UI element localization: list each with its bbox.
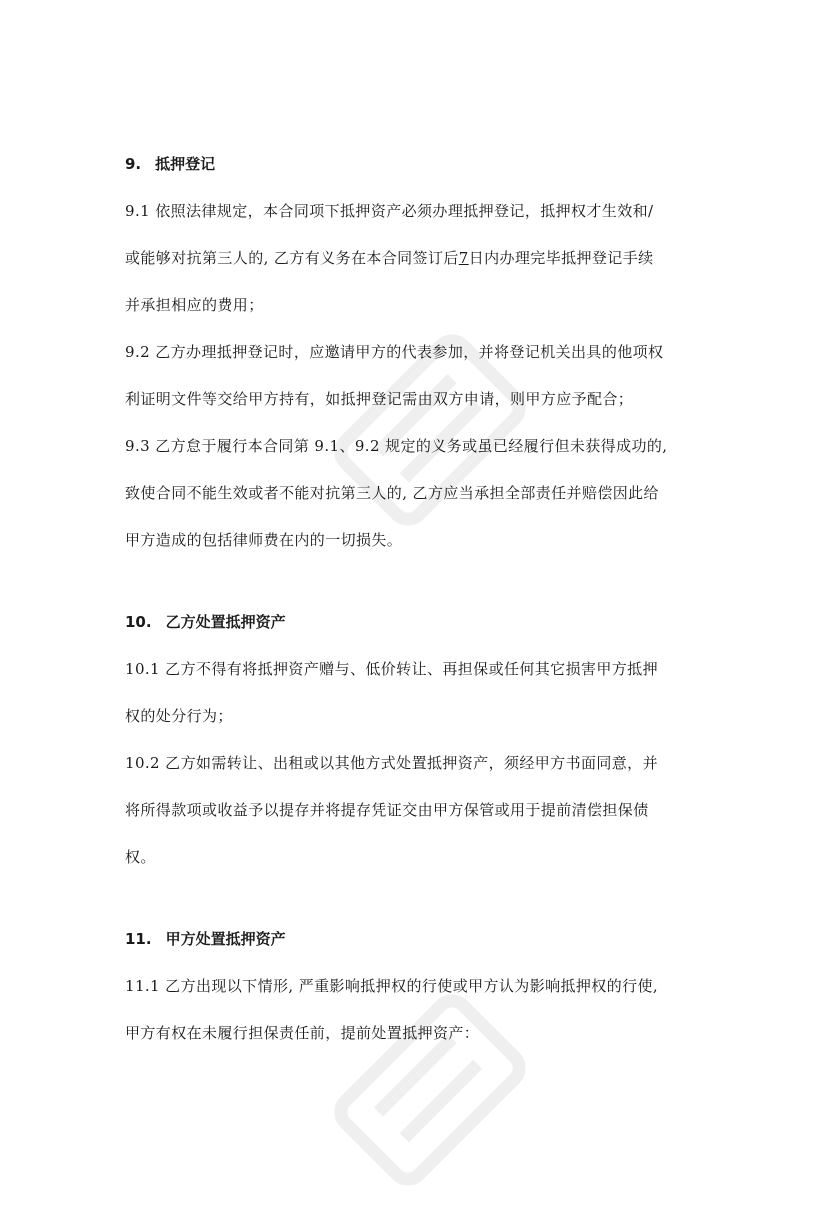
clause-line xyxy=(125,235,710,282)
clause-text: 日内办理完毕抵押登记手续 xyxy=(468,249,654,267)
clause-line: 致使合同不能生效或者不能对抗第三人的, 乙方应当承担全部责任并赔偿因此给 xyxy=(125,484,659,502)
section-title: 抵押登记 xyxy=(155,155,216,173)
clause-line: 权的处分行为； xyxy=(125,707,233,725)
section-title: 乙方处置抵押资产 xyxy=(165,613,286,631)
document-body xyxy=(125,148,710,1057)
clause-line: 10.2 乙方如需转让、出租或以其他方式处置抵押资产，须经甲方书面同意，并 xyxy=(125,754,658,772)
section-heading-10 xyxy=(125,606,710,638)
clause-line: 并承担相应的费用； xyxy=(125,296,264,314)
clause-text: 或能够对抗第三人的, 乙方有义务在本合同签订后 xyxy=(125,249,459,267)
clause-line: 甲方有权在未履行担保责任前，提前处置抵押资产： xyxy=(125,1024,480,1042)
section-number: 11. xyxy=(125,930,152,948)
section-number: 10. xyxy=(125,613,152,631)
clause-11-1 xyxy=(125,963,710,1057)
clause-line: 权。 xyxy=(125,848,156,866)
clause-line: 甲方造成的包括律师费在内的一切损失。 xyxy=(125,531,403,549)
section-title: 甲方处置抵押资产 xyxy=(165,930,286,948)
clause-9-2 xyxy=(125,329,710,423)
clause-9-1 xyxy=(125,188,710,329)
section-number: 9. xyxy=(125,155,142,173)
clause-line: 将所得款项或收益予以提存并将提存凭证交由甲方保管或用于提前清偿担保债 xyxy=(125,801,649,819)
clause-line: 9.3 乙方怠于履行本合同第 9.1、9.2 规定的义务或虽已经履行但未获得成功的, xyxy=(125,437,668,455)
section-heading-11 xyxy=(125,923,710,955)
clause-10-2 xyxy=(125,740,710,881)
clause-line: 利证明文件等交给甲方持有，如抵押登记需由双方申请，则甲方应予配合； xyxy=(125,390,634,408)
clause-9-3 xyxy=(125,423,710,564)
clause-line: 10.1 乙方不得有将抵押资产赠与、低价转让、再担保或任何其它损害甲方抵押 xyxy=(125,660,658,678)
clause-line: 9.2 乙方办理抵押登记时，应邀请甲方的代表参加，并将登记机关出具的他项权 xyxy=(125,343,664,361)
section-heading-9 xyxy=(125,148,710,180)
clause-10-1 xyxy=(125,646,710,740)
days-value: 7 xyxy=(458,249,469,267)
clause-line: 9.1 依照法律规定，本合同项下抵押资产必须办理抵押登记，抵押权才生效和/ xyxy=(125,202,654,220)
clause-line: 11.1 乙方出现以下情形, 严重影响抵押权的行使或甲方认为影响抵押权的行使, xyxy=(125,977,659,995)
